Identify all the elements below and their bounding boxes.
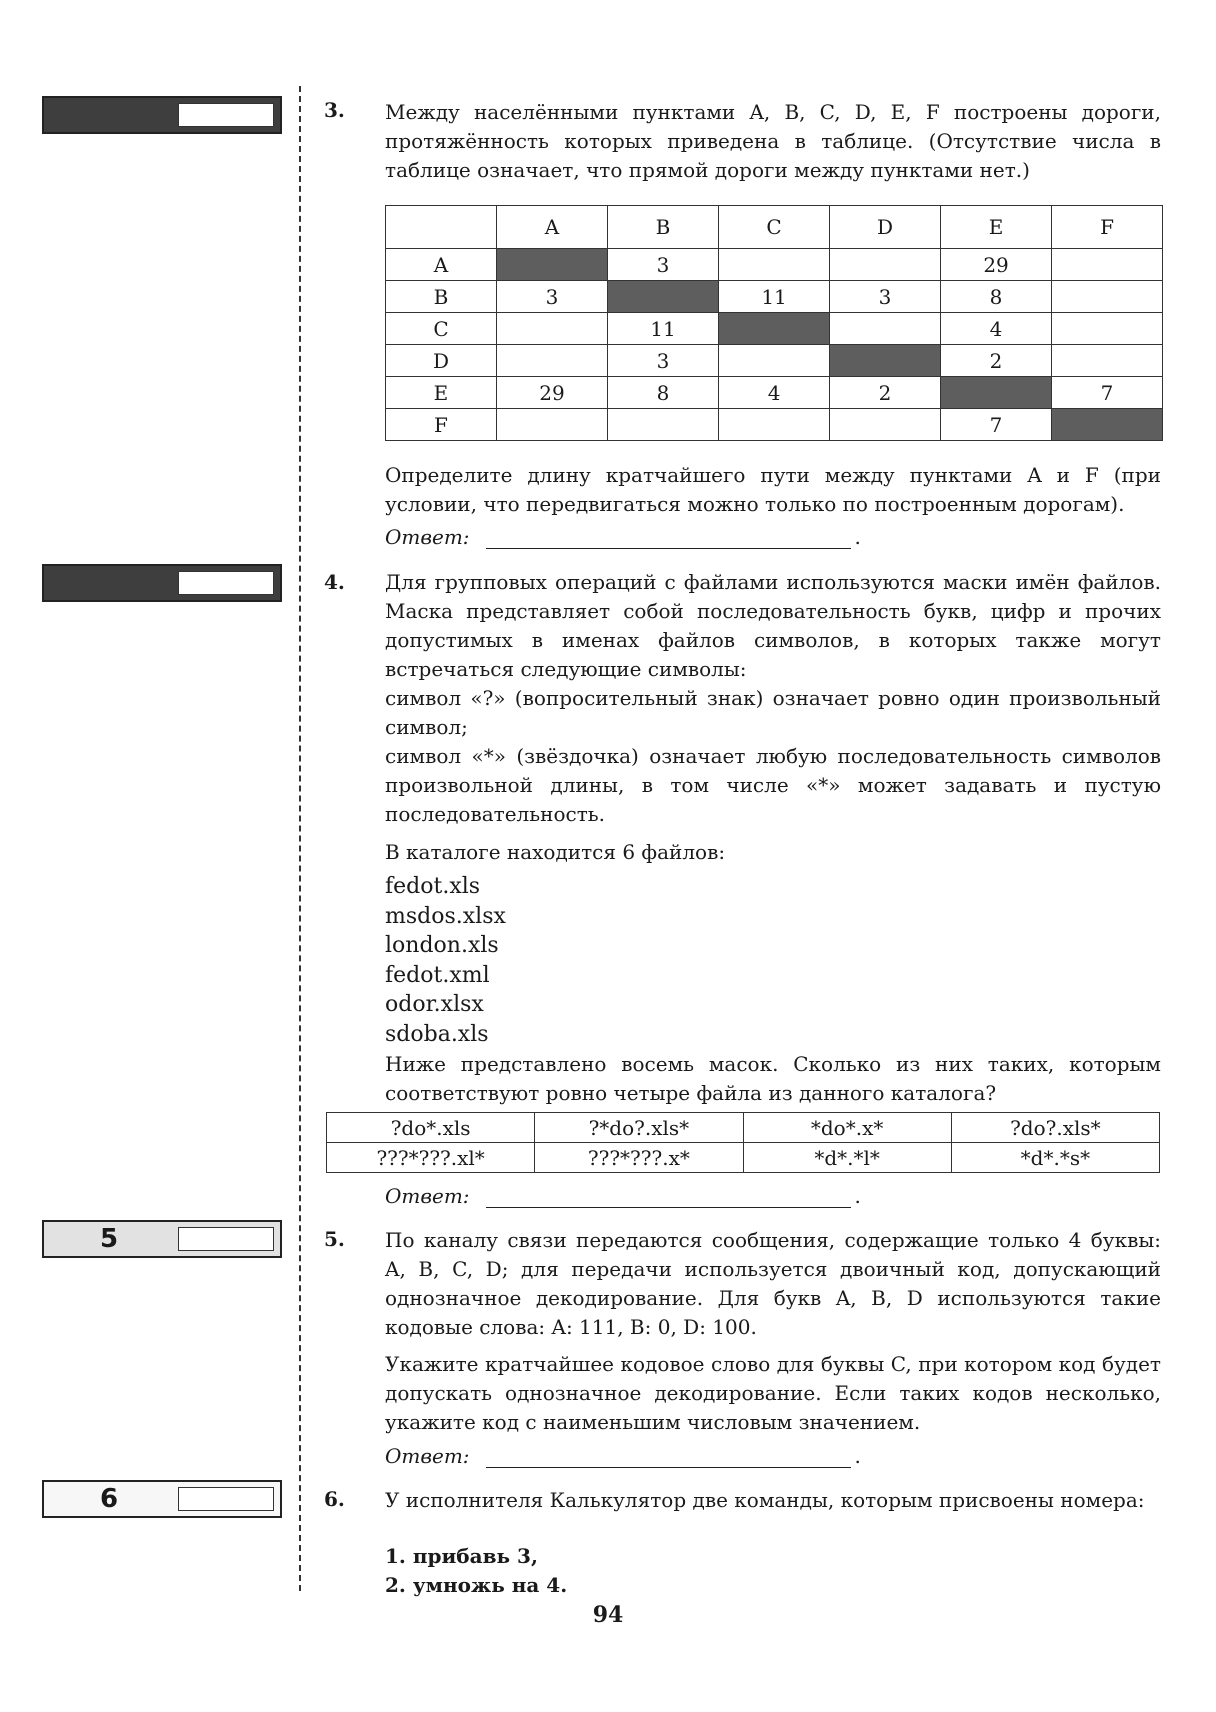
catalog-intro: В каталоге находится 6 файлов: <box>385 840 726 864</box>
table-cell <box>1052 313 1163 345</box>
answer-box-5 <box>42 1220 282 1258</box>
table-cell: 4 <box>941 313 1052 345</box>
question-6-text: У исполнителя Калькулятор две команды, которым присвоены номера: <box>385 1488 1145 1512</box>
question-5-text: По каналу связи передаются сообщения, содержащие только 4 буквы: A, B, C, D; для передачи используется двоичный код, допускающий однозначное декодирование. Для букв A, B, D используются такие кодовые слова: A: 111, B: 0, D: 100. <box>385 1228 1161 1339</box>
table-cell <box>1052 281 1163 313</box>
diagonal-cell <box>941 377 1052 409</box>
table-row <box>386 409 1163 441</box>
table-cell: 7 <box>941 409 1052 441</box>
table-row <box>327 1143 1160 1173</box>
table-cell: F <box>1052 206 1163 249</box>
table-cell <box>496 345 607 377</box>
table-cell: F <box>386 409 497 441</box>
command-1: 1. прибавь 3, <box>385 1544 538 1568</box>
answer-label: Ответ: <box>385 525 470 549</box>
table-row <box>386 249 1163 281</box>
list-item: fedot.xls <box>385 874 481 899</box>
answer-cell[interactable] <box>178 1487 274 1511</box>
question-4-answer: Ответ: . <box>385 1184 861 1208</box>
question-4-task: Ниже представлено восемь масок. Сколько из них таких, которым соответствуют ровно четыре файла из данного каталога? <box>385 1052 1161 1105</box>
table-cell: 11 <box>607 313 718 345</box>
table-cell <box>1052 345 1163 377</box>
question-3-task: Определите длину кратчайшего пути между пунктами A и F (при условии, что передвигаться можно только по построенным дорогам). <box>385 463 1161 516</box>
table-cell: *d*.*s* <box>951 1143 1159 1173</box>
list-item: fedot.xml <box>385 962 490 988</box>
table-cell: 7 <box>1052 377 1163 409</box>
table-cell: E <box>386 377 497 409</box>
table-cell: E <box>941 206 1052 249</box>
table-cell: A <box>496 206 607 249</box>
answer-blank[interactable] <box>486 526 851 549</box>
answer-box-number: 6 <box>99 1484 119 1514</box>
table-cell <box>386 206 497 249</box>
table-cell <box>607 409 718 441</box>
table-cell: 3 <box>830 281 941 313</box>
table-cell: 29 <box>496 377 607 409</box>
table-cell: A <box>386 249 497 281</box>
list-item: msdos.xlsx <box>385 903 506 929</box>
table-cell: 4 <box>719 377 830 409</box>
table-cell: 11 <box>719 281 830 313</box>
table-cell: 2 <box>830 377 941 409</box>
mask-table <box>326 1112 1160 1173</box>
answer-cell[interactable] <box>178 103 274 127</box>
diagonal-cell <box>719 313 830 345</box>
table-cell: C <box>386 313 497 345</box>
table-cell <box>719 249 830 281</box>
table-cell: D <box>386 345 497 377</box>
table-row <box>386 313 1163 345</box>
list-item: odor.xlsx <box>385 992 484 1017</box>
command-2: 2. умножь на 4. <box>385 1573 568 1597</box>
list-item: london.xls <box>385 933 499 958</box>
question-5-answer: Ответ: . <box>385 1444 861 1468</box>
answer-cell[interactable] <box>178 571 274 595</box>
question-4-rule-asterisk: символ «*» (звёздочка) означает любую последовательность символов произвольной длины, в том числе «*» может задавать и пустую последовательность. <box>385 744 1161 826</box>
answer-blank[interactable] <box>486 1445 851 1468</box>
answer-blank[interactable] <box>486 1185 851 1208</box>
table-cell <box>496 409 607 441</box>
table-cell: ?*do?.xls* <box>535 1113 743 1143</box>
answer-box-3 <box>42 96 282 134</box>
table-cell <box>1052 249 1163 281</box>
answer-box-number: 3 <box>99 100 119 130</box>
answer-label: Ответ: <box>385 1444 470 1468</box>
cut-line <box>299 86 301 1591</box>
table-cell <box>830 409 941 441</box>
table-cell: 8 <box>941 281 1052 313</box>
answer-label: Ответ: <box>385 1184 470 1208</box>
table-cell: 3 <box>607 249 718 281</box>
answer-box-number: 5 <box>99 1224 119 1254</box>
question-4-number: 4. <box>324 570 345 594</box>
table-cell: ???*???.x* <box>535 1143 743 1173</box>
table-cell <box>719 345 830 377</box>
table-cell: 8 <box>607 377 718 409</box>
file-list <box>385 872 506 1049</box>
table-cell <box>830 249 941 281</box>
diagonal-cell <box>1052 409 1163 441</box>
answer-cell[interactable] <box>178 1227 274 1251</box>
question-3-number: 3. <box>324 98 345 122</box>
question-5-number: 5. <box>324 1227 345 1251</box>
diagonal-cell <box>607 281 718 313</box>
table-cell: ?do?.xls* <box>951 1113 1159 1143</box>
table-row <box>386 281 1163 313</box>
table-cell: 29 <box>941 249 1052 281</box>
page-number: 94 <box>592 1602 624 1628</box>
table-cell: 3 <box>496 281 607 313</box>
table-cell: ???*???.xl* <box>327 1143 535 1173</box>
answer-box-4 <box>42 564 282 602</box>
table-cell: 2 <box>941 345 1052 377</box>
table-row <box>327 1113 1160 1143</box>
table-row <box>386 345 1163 377</box>
answer-box-number: 4 <box>99 568 119 598</box>
table-cell: B <box>386 281 497 313</box>
question-6-number: 6. <box>324 1487 345 1511</box>
table-cell: B <box>607 206 718 249</box>
table-cell: ?do*.xls <box>327 1113 535 1143</box>
table-cell: 3 <box>607 345 718 377</box>
question-4-rule-question-mark: символ «?» (вопросительный знак) означает ровно один произвольный символ; <box>385 686 1161 739</box>
table-cell: *d*.*l* <box>743 1143 951 1173</box>
question-4-text: Для групповых операций с файлами используются маски имён файлов. Маска представляет собой последовательность букв, цифр и прочих допустимых в именах файлов символов, в которых также могут встречаться следующие символы: <box>385 570 1161 681</box>
table-cell: D <box>830 206 941 249</box>
table-cell: *do*.x* <box>743 1113 951 1143</box>
table-cell <box>719 409 830 441</box>
distance-table <box>385 205 1163 441</box>
diagonal-cell <box>830 345 941 377</box>
table-header-row <box>386 206 1163 249</box>
table-cell <box>830 313 941 345</box>
diagonal-cell <box>496 249 607 281</box>
table-cell <box>496 313 607 345</box>
answer-box-6 <box>42 1480 282 1518</box>
question-3-text: Между населёнными пунктами A, B, C, D, E, F построены дороги, протяжённость которых приведена в таблице. (Отсутствие числа в таблице означает, что прямой дороги между пунктами нет.) <box>385 100 1161 182</box>
question-3-answer: Ответ: . <box>385 525 861 549</box>
table-row <box>386 377 1163 409</box>
list-item: sdoba.xls <box>385 1021 489 1047</box>
question-5-task: Укажите кратчайшее кодовое слово для буквы C, при котором код будет допускать однозначное декодирование. Если таких кодов несколько, укажите код с наименьшим числовым значением. <box>385 1352 1161 1434</box>
table-cell: C <box>719 206 830 249</box>
